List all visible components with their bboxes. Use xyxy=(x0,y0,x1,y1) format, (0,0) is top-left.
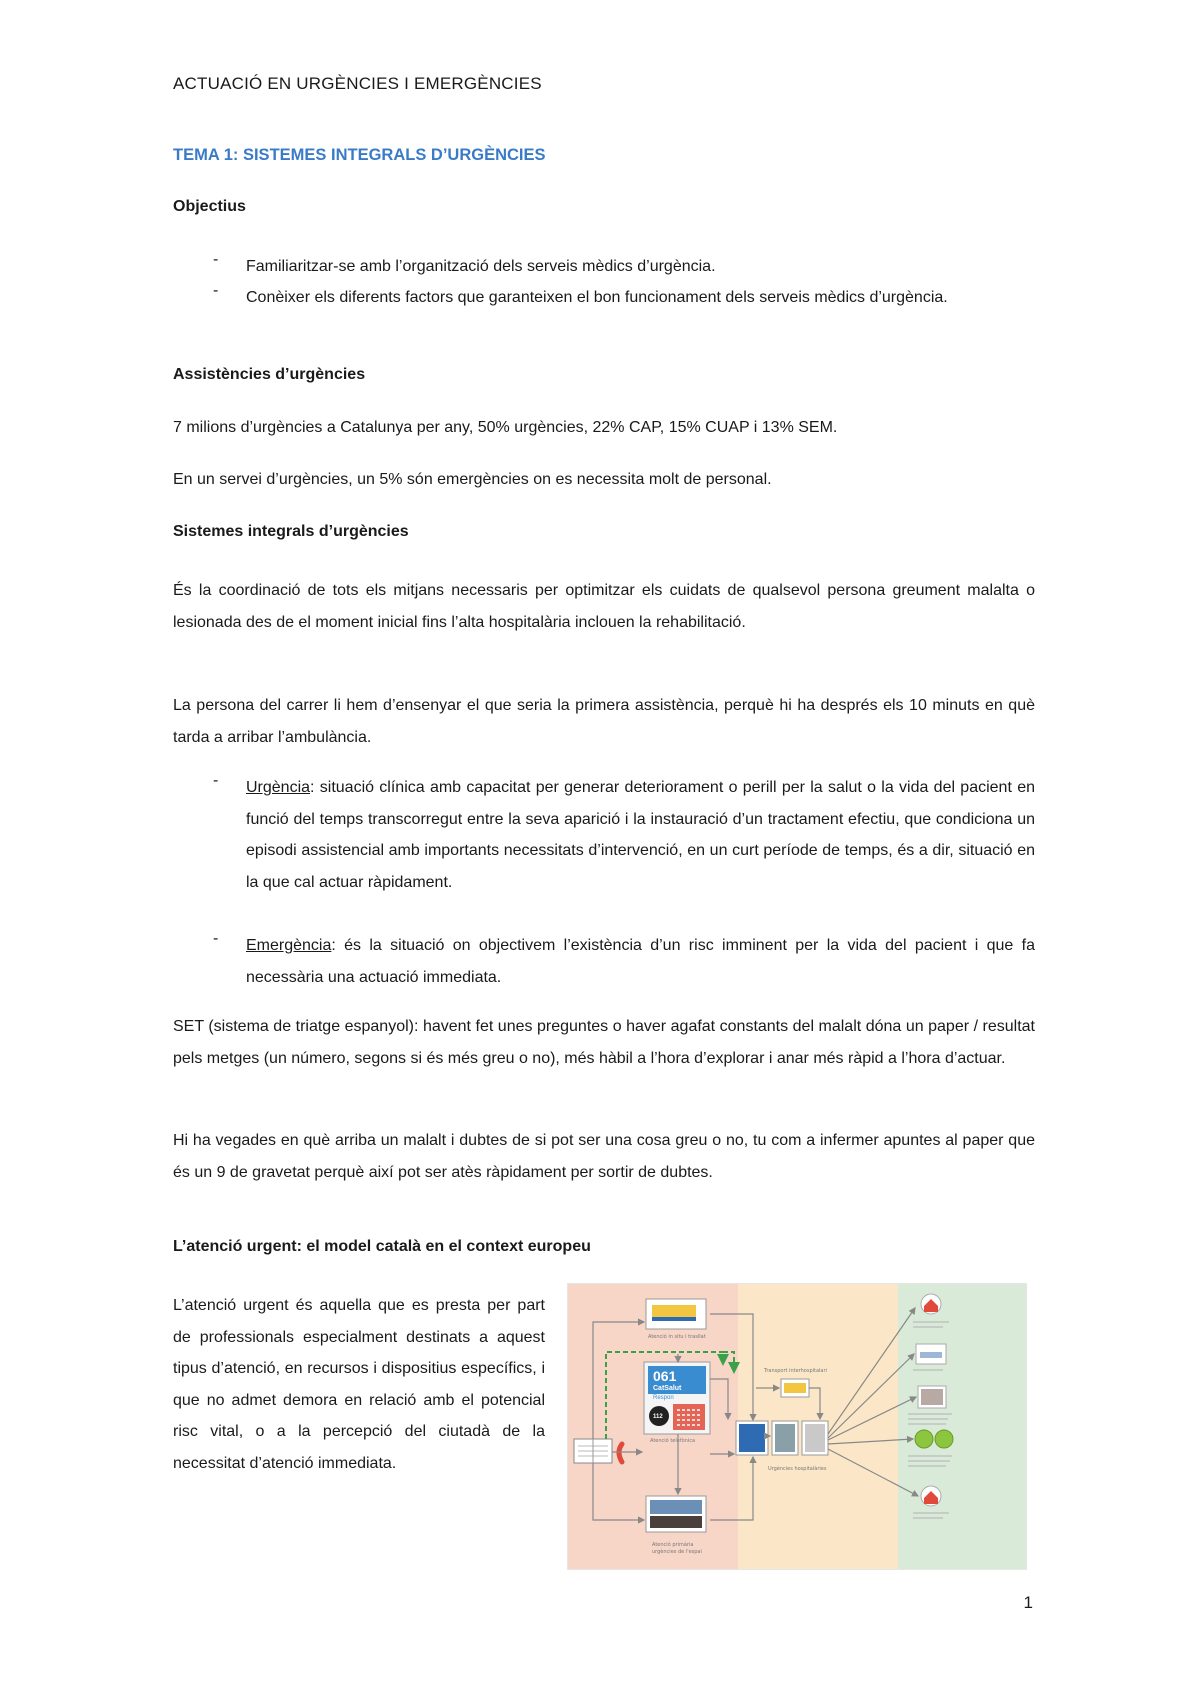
care-model-diagram xyxy=(567,1283,1027,1570)
bullet-dash: - xyxy=(213,282,219,299)
sistemes-heading: Sistemes integrals d’urgències xyxy=(173,523,409,540)
ambulance-icon xyxy=(646,1299,706,1329)
paragraph: Hi ha vegades en què arriba un malalt i dubtes de si pot ser una cosa greu o no, tu com a infermer apuntes al paper que és un 9 de gravetat perquè així pot ser atès ràpidament per sortir de dubtes. xyxy=(173,1132,1035,1181)
patient-book-icon xyxy=(574,1439,612,1463)
svg-text:Transport interhospitalari: Transport interhospitalari xyxy=(764,1368,827,1374)
svg-text:CatSalut: CatSalut xyxy=(653,1385,682,1392)
paragraph-set: SET (sistema de triatge espanyol): havent fet unes preguntes o haver agafat constants del malalt dóna un paper / resultat pels metges (un número, segons si és més greu o no), més hàbil a l’hora d’explorar i anar més ràpid a l’hora d’actuar. xyxy=(173,1018,1035,1067)
hospital-photo-3 xyxy=(802,1421,828,1455)
svg-text:urgències de l'espai: urgències de l'espai xyxy=(652,1549,702,1555)
paragraph: La persona del carrer li hem d’ensenyar el que seria la primera assistència, perquè hi ha després els 10 minuts en què tarda a arribar l’ambulància. xyxy=(173,697,1035,746)
svg-text:061: 061 xyxy=(653,1368,677,1384)
svg-text:Atenció in situ i trasllat: Atenció in situ i trasllat xyxy=(648,1334,706,1340)
svg-text:Atenció telefònica: Atenció telefònica xyxy=(650,1438,696,1444)
home-icon-bottom xyxy=(921,1486,941,1506)
atencio-heading: L’atenció urgent: el model català en el context europeu xyxy=(173,1238,591,1255)
term-emergencia: Emergència xyxy=(246,937,332,954)
page-number: 1 xyxy=(1023,1593,1033,1612)
objectius-heading: Objectius xyxy=(173,198,246,215)
bullet-dash: - xyxy=(213,930,219,947)
svg-text:Atenció primària: Atenció primària xyxy=(652,1542,694,1548)
paragraph: 7 milions d’urgències a Catalunya per any, 50% urgències, 22% CAP, 15% CUAP i 13% SEM. xyxy=(173,419,838,436)
hospital-photo-1 xyxy=(736,1421,768,1455)
home-care-hospital-icon xyxy=(915,1430,953,1448)
flow-arrows xyxy=(593,1308,918,1520)
topic-title: TEMA 1: SISTEMES INTEGRALS D’URGÈNCIES xyxy=(173,146,546,164)
bullet-dash: - xyxy=(213,772,219,789)
phone-icon xyxy=(619,1444,622,1462)
bullet-dash: - xyxy=(213,251,219,268)
primary-care-building-icon xyxy=(646,1496,706,1532)
paragraph: En un servei d’urgències, un 5% són emergències on es necessita molt de personal. xyxy=(173,471,772,488)
paragraph: És la coordinació de tots els mitjans necessaris per optimitzar els cuidats de qualsevol persona greument malalta o lesionada des de el moment inicial fins l’alta hospitalària inclouen la rehabilitació. xyxy=(173,582,1035,631)
paragraph: L’atenció urgent és aquella que es presta per part de professionals especialment destinats a aquest tipus d’atenció, en recursos i dispositius específics, i que no admet demora en relació amb el potencial risc vital, o a la percepció del ciutadà de la necessitat d’atenció immediata. xyxy=(173,1297,545,1472)
interhospital-ambulance-icon xyxy=(781,1379,809,1397)
assistencies-heading: Assistències d’urgències xyxy=(173,366,366,383)
svg-text:Urgències hospitalàries: Urgències hospitalàries xyxy=(768,1466,827,1472)
care-center-photo xyxy=(918,1386,946,1408)
catsalut-061-panel xyxy=(644,1362,710,1434)
svg-text:Respon: Respon xyxy=(653,1395,674,1401)
home-icon-top xyxy=(921,1294,941,1314)
term-urgencia: Urgència xyxy=(246,779,311,796)
svg-text:112: 112 xyxy=(653,1414,663,1420)
hospital-photo-2 xyxy=(772,1421,798,1455)
document-header: ACTUACIÓ EN URGÈNCIES I EMERGÈNCIES xyxy=(173,74,542,93)
diagram-graphics xyxy=(568,1284,1026,1569)
hospital-bed-icon xyxy=(916,1344,946,1364)
document-page: ACTUACIÓ EN URGÈNCIES I EMERGÈNCIES TEMA 1: SISTEMES INTEGRALS D’URGÈNCIES Objectius - Familiaritzar-se amb l’organització dels serveis mèdics d’urgència. - Conèixer els diferents factors que garanteixen el bon funcionament dels serveis mèdics d’urgència. Assistències d’urgències 7 milions d’urgències a Catalunya per any, 50% urgències, 22% CAP, 15% CUAP i 13% SEM. En un servei d’urgències, un 5% són emergències on es necessita molt de personal. Sistemes integrals d’urgències És la coordinació de tots els mitjans necessaris per optimitzar els cuidats de qualsevol persona greument malalta o lesionada des de el moment inicial fins l’alta hospitalària inclouen la rehabilitació. La persona del carrer li hem d’ensenyar el que seria la primera assistència, perquè hi ha després els 10 minuts en què tarda a arribar l’ambulància. - Urgència: situació clínica amb capacitat per generar deteriorament o perill per la salut o la vida del pacient en funció del temps transcorregut entre la seva aparició i la instauració d’un tractament efectiu, que condiciona un episodi assistencial amb importants necessitats d’intervenció, en un curt període de temps, és a dir, situació en la que cal actuar ràpidament. - Emergència: és la situació on objectivem l’existència d’un risc imminent per la vida del pacient i que fa necessària una actuació immediata. SET (sistema de triatge espanyol): havent fet unes preguntes o haver agafat constants del malalt dóna un paper / resultat pels metges (un número, segons si és més greu o no), més hàbil a l’hora d’explorar i anar més ràpid a l’hora d’actuar. Hi ha vegades en què arriba un malalt i dubtes de si pot ser una cosa greu o no, tu com a infermer apuntes al paper que és un 9 de gravetat perquè així pot ser atès ràpidament per sortir de dubtes. L’atenció urgent: el model català en el context europeu L’atenció urgent és aquella que es presta per part de professionals especialment destinats a aquest tipus d’atenció, en recursos i dispositius específics, i que no admet demora en relació amb el potencial risc vital, o a la percepció del ciutadà de la necessitat d’atenció immediata. Atenció in situ i trasllat 061 CatSalut Respon 112 Atenció telefònica Atenció primària urgències de l'espai Urgències hospitalàries Transport interhospitalari 1 xyxy=(173,74,1035,1612)
